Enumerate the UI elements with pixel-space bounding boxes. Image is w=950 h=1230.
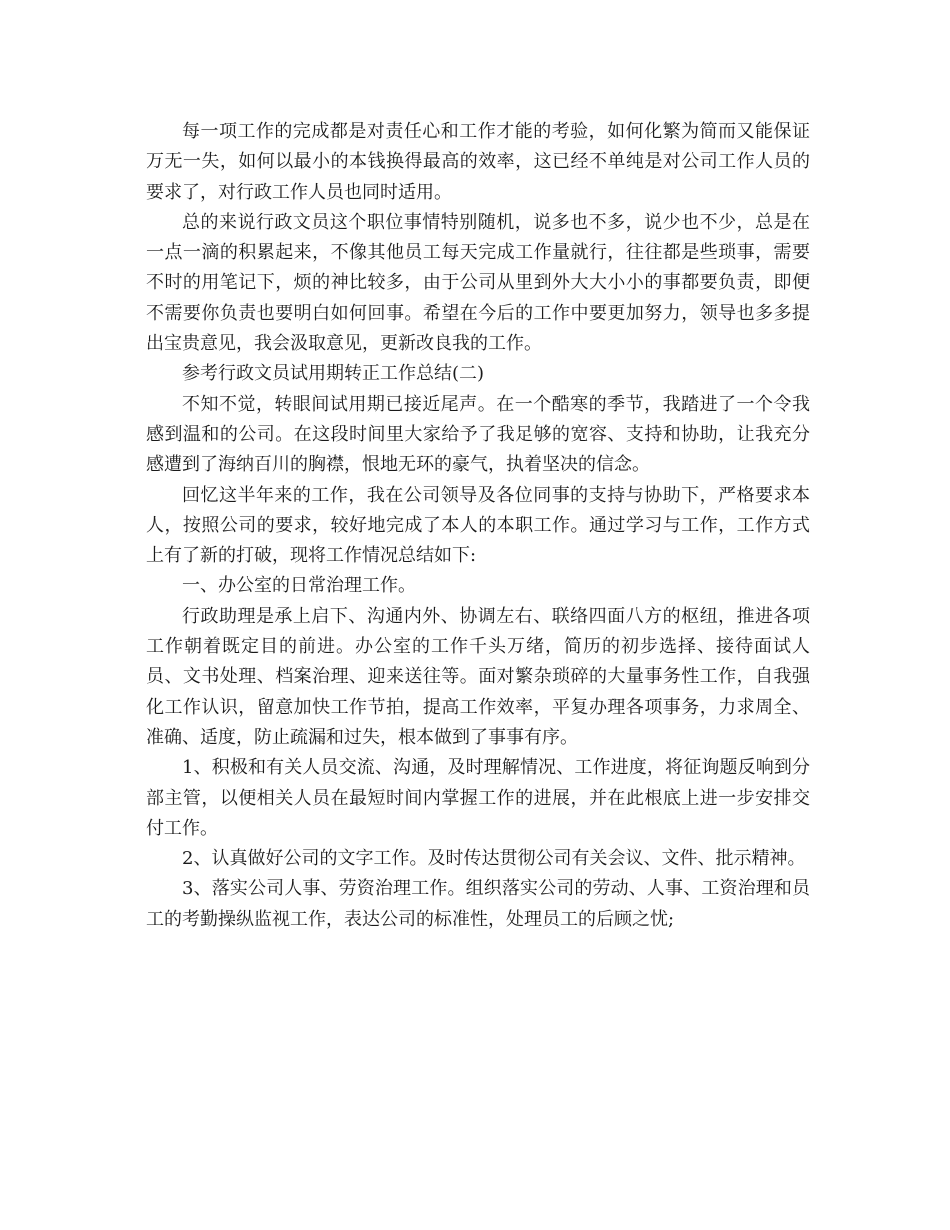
list-item-2: 2、认真做好公司的文字工作。及时传达贯彻公司有关会议、文件、批示精神。 <box>182 848 806 870</box>
document-page <box>146 117 810 935</box>
list-item-1: 1、积极和有关人员交流、沟通，及时理解情况、工作进度，将征询题反响到分部主管，以便相关人员在最短时间内掌握工作的进展，并在此根底上进一步安排交付工作。 <box>146 757 810 839</box>
paragraph-summary: 总的来说行政文员这个职位事情特别随机，说多也不多，说少也不少，总是在一点一滴的积累起来，不像其他员工每天完成工作量就行，往往都是些琐事，需要不时的用笔记下，烦的神比较多，由于公司从里到外大大小小的事都要负责，即便不需要你负责也要明白如何回事。希望在今后的工作中要更加努力，领导也多多提出宝贵意见，我会汲取意见，更新改良我的工作。 <box>146 211 810 355</box>
paragraph-responsibility: 每一项工作的完成都是对责任心和工作才能的考验，如何化繁为简而又能保证万无一失，如何以最小的本钱换得最高的效率，这已经不单纯是对公司工作人员的要求了，对行政工作人员也同时适用。 <box>146 121 810 203</box>
list-item-3: 3、落实公司人事、劳资治理工作。组织落实公司的劳动、人事、工资治理和员工的考勤操纵监视工作，表达公司的标准性，处理员工的后顾之忧; <box>146 878 810 930</box>
subheading-office-management: 一、办公室的日常治理工作。 <box>182 575 416 597</box>
paragraph-review: 回忆这半年来的工作，我在公司领导及各位同事的支持与协助下，严格要求本人，按照公司的要求，较好地完成了本人的本职工作。通过学习与工作，工作方式上有了新的打破，现将工作情况总结如下: <box>146 484 810 567</box>
section-heading: 参考行政文员试用期转正工作总结(二) <box>182 363 485 385</box>
paragraph-intro: 不知不觉，转眼间试用期已接近尾声。在一个酷寒的季节，我踏进了一个令我感到温和的公司。在这段时间里大家给予了我足够的宽容、支持和协助，让我充分感遭到了海纳百川的胸襟，恨地无环的豪气，执着坚决的信念。 <box>146 393 810 476</box>
paragraph-admin-assistant: 行政助理是承上启下、沟通内外、协调左右、联络四面八方的枢纽，推进各项工作朝着既定目的前进。办公室的工作千头万绪，简历的初步选择、接待面试人员、文书处理、档案治理、迎来送往等。面对繁杂琐碎的大量事务性工作，自我强化工作认识，留意加快工作节拍，提高工作效率，平复办理各项事务，力求周全、准确、适度，防止疏漏和过失，根本做到了事事有序。 <box>146 605 810 748</box>
